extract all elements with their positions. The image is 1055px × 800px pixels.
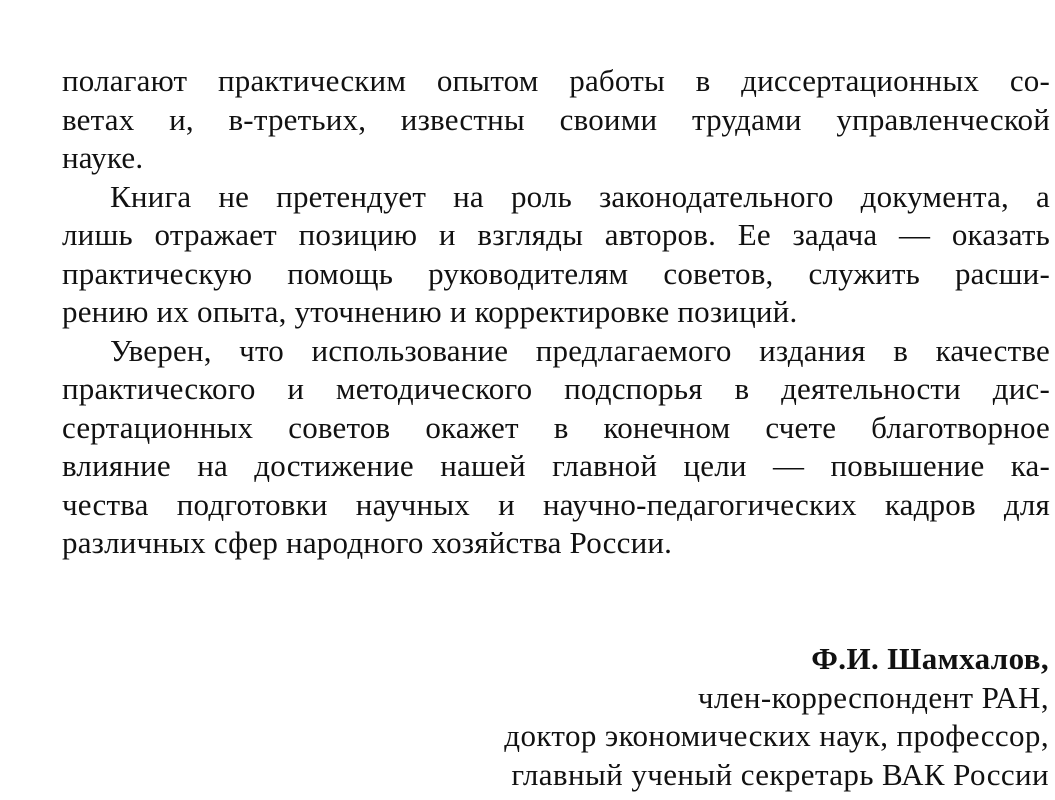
text-line: практического и методического подспорья в деятельности дис- xyxy=(62,371,1050,406)
text-line: сертационных советов окажет в конечном счете благотворное xyxy=(62,409,1050,445)
text-line: ветах и, в-третьих, известны своими трудами управленческой xyxy=(62,101,1050,137)
signatory-title: член-корреспондент РАН, xyxy=(697,679,1049,715)
signatory-name: Ф.И. Шамхалов, xyxy=(811,641,1049,676)
text-line: полагают практическим опытом работы в диссертационных со- xyxy=(62,63,1050,98)
text-line: чества подготовки научных и научно-педагогических кадров для xyxy=(62,486,1050,522)
text-line: рению их опыта, уточнению и корректировке позиций. xyxy=(62,294,798,329)
body-text xyxy=(62,62,1050,563)
text-line: Уверен, что использование предлагаемого издания в качестве xyxy=(110,332,1050,368)
signatory-title: доктор экономических наук, профессор, xyxy=(504,718,1049,753)
text-line: науке. xyxy=(62,140,144,175)
text-line: практическую помощь руководителям советов, служить расши- xyxy=(62,255,1050,291)
text-line: влияние на достижение нашей главной цели — повышение ка- xyxy=(62,448,1050,483)
signatory-title: главный ученый секретарь ВАК России xyxy=(511,756,1049,792)
signature-block xyxy=(349,640,1049,794)
text-line: различных сфер народного хозяйства России. xyxy=(62,525,673,560)
text-line: лишь отражает позицию и взгляды авторов. Ее задача — оказать xyxy=(62,217,1050,252)
text-line: Книга не претендует на роль законодательного документа, а xyxy=(110,178,1050,214)
